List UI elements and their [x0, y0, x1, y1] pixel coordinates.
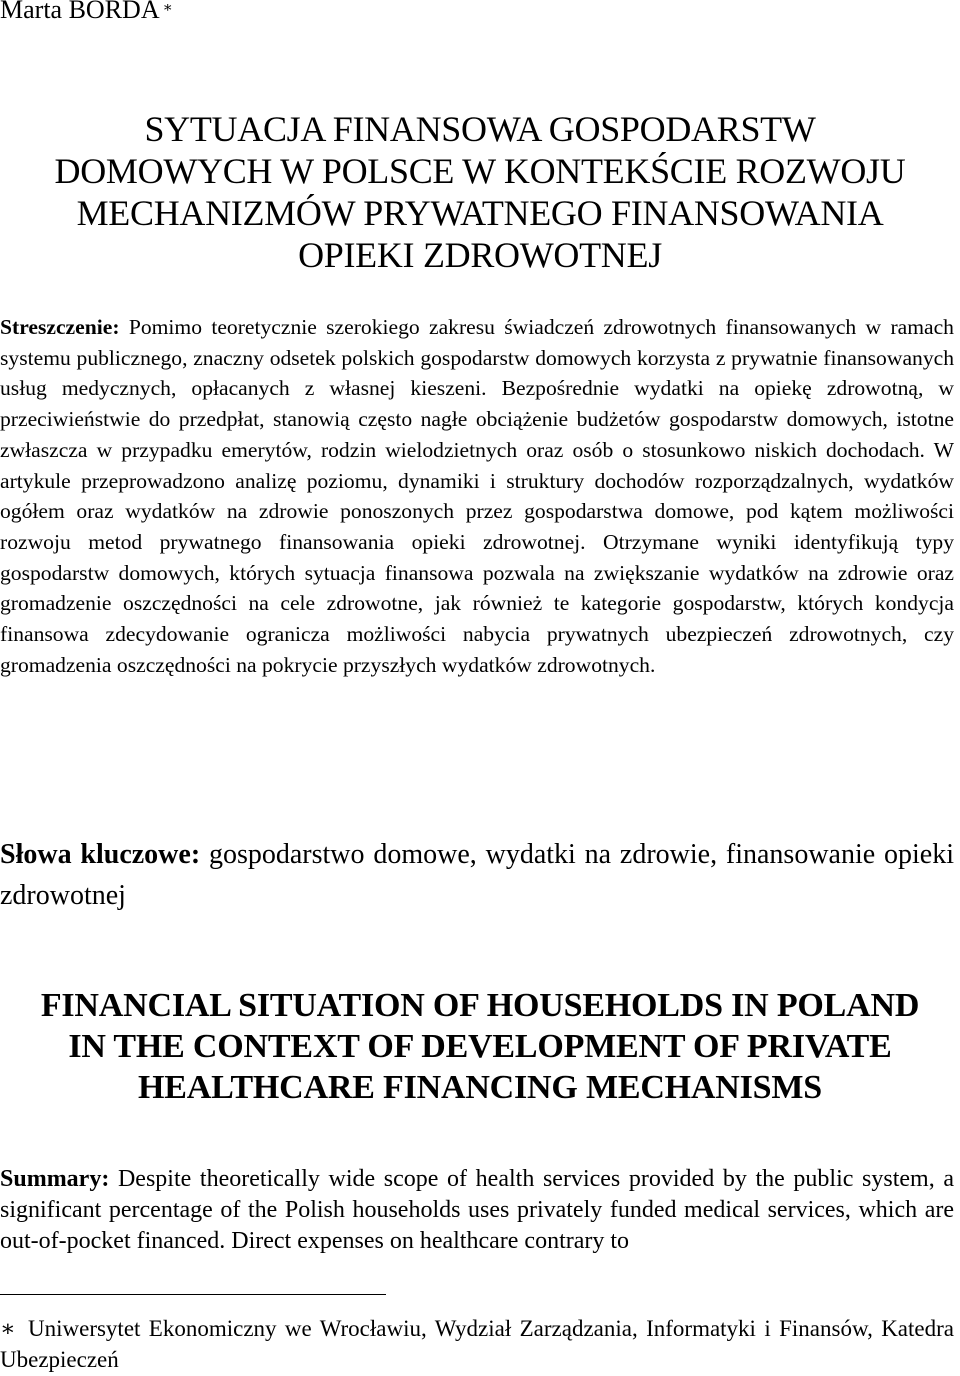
summary-text: Despite theoretically wide scope of health services provided by the public system, a significant percentage of the Polish households uses privately funded medical services, which are out-of-pocket financed. Direct expenses on healthcare contrary to [0, 1166, 955, 1254]
abstract-text: Pomimo teoretycznie szerokiego zakresu świadczeń zdrowotnych finansowanych w ramach systemu publicznego, znaczny odsetek polskich gospodarstw domowych korzysta z prywatnie finansowanych usług medycznych, opłacanych z własnej kieszeni. Bezpośrednie wydatki na opiekę zdrowotną, w przeciwieństwie do przedpłat, stanowią często nagłe obciążenie budżetów gospodarstw domowych, istotne zwłaszcza w przypadku emerytów, rodzin wielodzietnych oraz osób o stosunkowo niskich dochodach. W artykule przeprowadzono analizę poziomu, dynamiki i struktury dochodów rozporządzalnych, wydatków ogółem oraz wydatków na zdrowie ponoszonych przez gospodarstwa domowe, pod kątem możliwości rozwoju metod prywatnego finansowania opieki zdrowotnej. Otrzymane wyniki identyfikują typy gospodarstw domowych, których sytuacja finansowa pozwala na zwiększanie wydatków na zdrowie oraz gromadzenie oszczędności na cele zdrowotne, jak również te kategorie gospodarstw, których kondycja finansowa zdecydowanie ogranicza możliwości nabycia prywatnych ubezpieczeń zdrowotnych, czy gromadzenia oszczędności na pokrycie przyszłych wydatków zdrowotnych. [0, 315, 954, 677]
title-polish-line: MECHANIZMÓW PRYWATNEGO FINANSOWANIA [76, 193, 884, 233]
title-polish-line: DOMOWYCH W POLSCE W KONTEKŚCIE ROZWOJU [54, 151, 906, 191]
title-english [0, 985, 960, 1108]
title-english-line: FINANCIAL SITUATION OF HOUSEHOLDS IN POLAND [40, 987, 920, 1024]
title-english-line: HEALTHCARE FINANCING MECHANISMS [138, 1069, 822, 1106]
title-polish-line: OPIEKI ZDROWOTNEJ [298, 235, 662, 275]
author-footnote-marker: ∗ [162, 0, 173, 16]
footnote-marker: ∗ [0, 1316, 16, 1341]
footnote-divider [0, 1294, 386, 1295]
author-name: Marta BORDA [0, 0, 160, 24]
keywords-polish [0, 834, 954, 916]
abstract-polish [0, 312, 954, 680]
footnote-text: Uniwersytet Ekonomiczny we Wrocławiu, Wydział Zarządzania, Informatyki i Finansów, Katedra Ubezpieczeń [0, 1316, 954, 1372]
keywords-label: Słowa kluczowe: [0, 839, 201, 870]
author-line [0, 0, 173, 26]
summary-label: Summary: [0, 1166, 110, 1192]
title-polish [0, 108, 960, 276]
summary-english [0, 1164, 954, 1257]
abstract-label: Streszczenie: [0, 315, 120, 339]
footnote [0, 1313, 954, 1375]
title-polish-line: SYTUACJA FINANSOWA GOSPODARSTW [144, 109, 816, 149]
keywords-text: gospodarstwo domowe, wydatki na zdrowie, finansowanie opieki zdrowotnej [0, 839, 954, 911]
title-english-line: IN THE CONTEXT OF DEVELOPMENT OF PRIVATE [68, 1028, 892, 1065]
